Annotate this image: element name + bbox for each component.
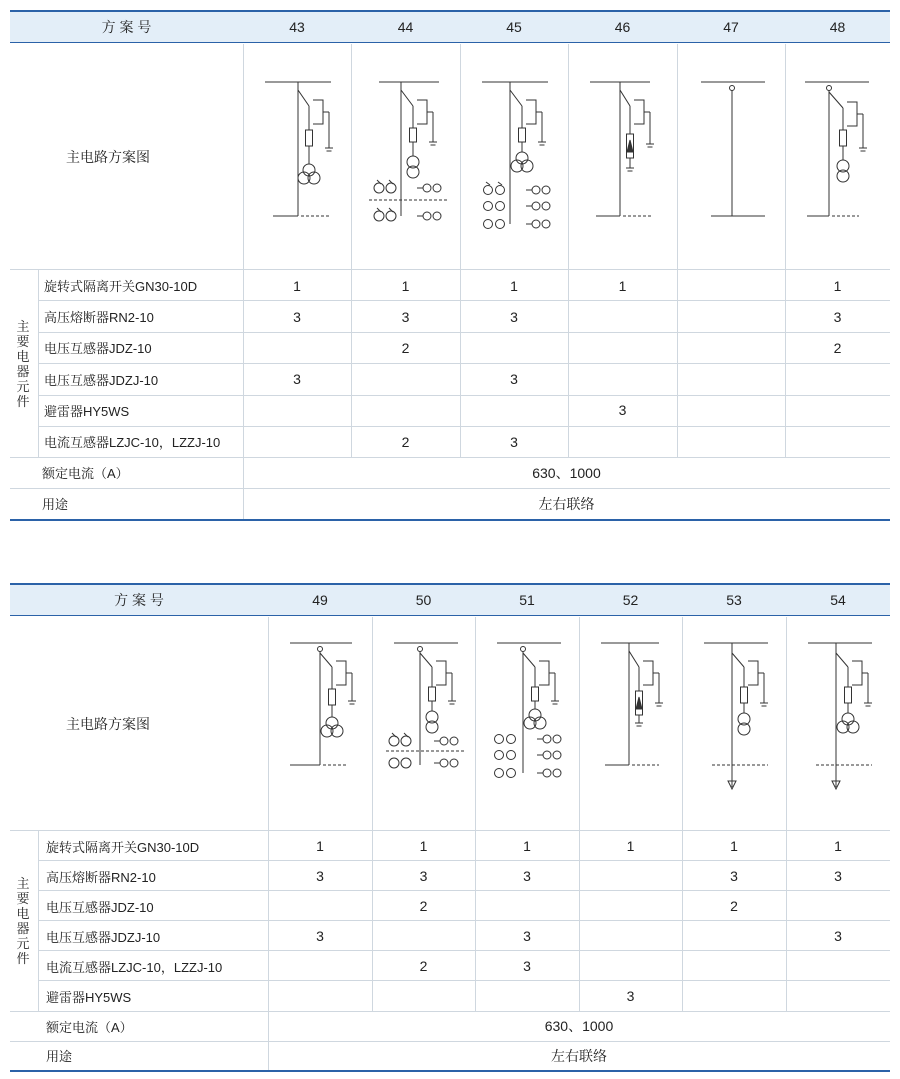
component-quantity [677,364,785,395]
scheme-table-1 [10,10,890,521]
component-name: 电压互感器JDZJ-10 [46,929,161,945]
component-quantity [243,426,351,457]
diagram-label: 主电路方案图 [66,715,150,732]
component-quantity [568,364,677,395]
component-quantity [351,364,460,395]
rated-current-label: 额定电流（A） [46,1019,133,1035]
scheme-number: 50 [415,592,432,608]
circuit-diagram-54 [786,617,890,830]
component-quantity [579,921,682,951]
component-quantity [460,395,568,426]
component-name: 避雷器HY5WS [46,989,132,1005]
usage-label: 用途 [42,497,69,512]
table-bottom-rule [10,519,890,521]
component-name: 电压互感器JDZ-10 [44,341,152,357]
component-quantity: 2 [833,339,842,356]
component-name: 避雷器HY5WS [44,403,130,419]
scheme-number: 46 [614,19,631,35]
component-quantity: 3 [523,958,531,974]
usage-value: 左右联络 [538,495,595,512]
component-name: 电压互感器JDZJ-10 [44,372,159,388]
component-quantity: 1 [419,838,428,854]
component-quantity [460,332,568,363]
component-quantity: 3 [834,928,842,944]
circuit-diagram-48 [785,44,890,269]
component-quantity: 3 [618,402,627,419]
component-name: 电压互感器JDZ-10 [46,899,154,915]
circuit-diagram-43 [243,44,351,269]
component-quantity [786,981,890,1011]
component-quantity: 1 [523,838,531,854]
component-quantity: 3 [510,433,518,450]
components-side-label: 主要电器元件 [16,876,30,966]
component-quantity [243,332,351,363]
component-quantity: 1 [293,277,301,294]
component-quantity [568,301,677,332]
component-quantity [682,981,786,1011]
scheme-number: 48 [829,19,846,35]
table-bottom-rule [10,1070,890,1072]
scheme-number: 51 [519,592,535,608]
component-name: 电流互感器LZJC-10，LZZJ-10 [46,959,223,975]
rated-current-value: 630、1000 [544,1018,614,1034]
header-label: 方 案 号 [101,19,152,35]
circuit-diagram-52 [579,617,682,830]
component-quantity: 3 [834,868,842,884]
component-quantity [785,426,890,457]
component-quantity [372,981,475,1011]
component-quantity: 2 [419,958,428,974]
component-quantity: 1 [316,838,324,854]
component-quantity: 3 [510,371,518,388]
scheme-number: 45 [506,19,522,35]
component-quantity [579,891,682,921]
circuit-diagram-53 [682,617,786,830]
component-quantity [677,395,785,426]
component-quantity [785,364,890,395]
component-quantity: 3 [833,308,842,325]
component-quantity [786,891,890,921]
component-quantity [243,395,351,426]
component-name: 高压熔断器RN2-10 [46,869,156,885]
component-quantity: 3 [730,868,738,884]
rated-current-label: 额定电流（A） [42,466,129,481]
component-name: 旋转式隔离开关GN30-10D [46,839,200,855]
component-quantity: 3 [419,868,428,884]
scheme-number: 44 [397,19,414,35]
component-quantity: 3 [293,308,301,325]
component-quantity [268,951,372,981]
component-quantity [677,426,785,457]
component-quantity [372,921,475,951]
component-quantity [682,951,786,981]
component-quantity: 1 [510,277,518,294]
component-quantity: 1 [401,277,410,294]
component-quantity [568,332,677,363]
component-quantity [786,951,890,981]
component-quantity [268,891,372,921]
circuit-diagram-47 [677,44,785,269]
diagram-label: 主电路方案图 [66,148,150,165]
scheme-number: 53 [726,592,742,608]
component-quantity [579,951,682,981]
component-quantity: 1 [730,838,738,854]
component-name: 高压熔断器RN2-10 [44,310,154,326]
circuit-diagram-46 [568,44,677,269]
component-quantity [475,981,579,1011]
scheme-number: 52 [622,592,639,608]
component-quantity: 3 [316,928,324,944]
component-quantity: 1 [618,277,627,294]
component-quantity [351,395,460,426]
component-name: 电流互感器LZJC-10，LZZJ-10 [44,435,221,451]
scheme-table-2 [10,583,890,1073]
component-quantity: 3 [523,928,531,944]
circuit-diagram-44 [351,44,460,269]
components-side-label: 主要电器元件 [16,318,30,409]
component-quantity: 2 [419,898,428,914]
component-quantity [579,861,682,891]
component-quantity [268,981,372,1011]
scheme-number: 49 [312,592,328,608]
component-quantity [568,426,677,457]
scheme-number: 43 [289,19,305,35]
component-quantity: 3 [316,868,324,884]
rated-current-value: 630、1000 [532,464,601,481]
component-quantity: 2 [401,339,410,356]
circuit-diagram-45 [460,44,568,269]
component-quantity: 3 [523,868,531,884]
circuit-diagram-49 [268,617,372,830]
component-quantity [677,332,785,363]
circuit-diagram-51 [475,617,579,830]
component-quantity: 1 [626,838,635,854]
component-quantity: 1 [833,277,842,294]
component-quantity: 3 [293,371,301,388]
component-quantity: 2 [401,433,410,450]
component-quantity: 2 [730,898,738,914]
component-quantity: 1 [834,838,842,854]
scheme-number: 54 [830,592,846,608]
component-quantity [785,395,890,426]
component-quantity [682,921,786,951]
component-quantity [475,891,579,921]
circuit-diagram-50 [372,617,475,830]
component-quantity: 3 [626,988,635,1004]
component-quantity [677,270,785,301]
usage-value: 左右联络 [551,1047,607,1064]
component-name: 旋转式隔离开关GN30-10D [44,279,198,295]
scheme-number: 47 [723,19,739,35]
component-quantity: 3 [510,308,518,325]
component-quantity: 3 [401,308,410,325]
header-label: 方 案 号 [114,592,164,608]
component-quantity [677,301,785,332]
usage-label: 用途 [46,1049,73,1064]
